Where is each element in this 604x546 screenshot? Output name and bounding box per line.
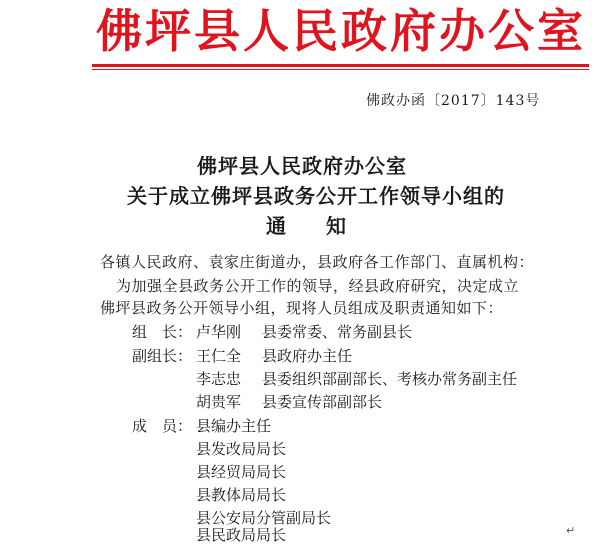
leader-label: 组 长： [132,323,193,341]
leader-name: 卢华刚 [196,323,242,341]
member-item: 县公安局分管副局长 [196,509,332,527]
deputy-name: 王仁全 [196,347,242,365]
title-line-3: 通知 [266,214,386,238]
member-item: 县教体局局长 [196,486,287,504]
paragraph-line-2: 佛坪县政务公开领导小组，现将人员组成及职责通知如下： [100,299,504,317]
deputy-label: 副组长： [132,347,193,365]
salutation: 各镇人民政府、袁家庄街道办，县政府各工作部门、直属机构： [100,253,535,271]
member-item: 县经贸局局长 [196,463,287,481]
deputy-post: 县委组织部副部长、考核办常务副主任 [262,370,518,388]
red-separator-thin [92,69,589,70]
member-item: 县编办主任 [196,417,272,435]
member-label: 成 员： [132,417,193,435]
red-separator-thick [92,64,589,67]
member-item: 县民政局局长 [196,526,287,544]
paragraph-return-icon: ↵ [566,524,576,537]
title-line-2: 关于成立佛坪县政务公开工作领导小组的 [127,184,505,208]
deputy-post: 县委宣传部副部长 [262,393,383,411]
issuer-masthead: 佛坪县人民政府办公室 [96,4,586,58]
leader-post: 县委常委、常务副县长 [262,323,413,341]
member-item: 县发改局局长 [196,440,287,458]
deputy-post: 县政府办主任 [262,347,353,365]
document-number: 佛政办函〔2017〕143号 [366,93,541,109]
deputy-name: 李志忠 [196,370,242,388]
deputy-name: 胡贵军 [196,393,242,411]
paragraph-line-1: 为加强全县政务公开工作的领导，经县政府研究，决定成立 [116,277,520,295]
title-line-1: 佛坪县人民政府办公室 [197,154,407,178]
